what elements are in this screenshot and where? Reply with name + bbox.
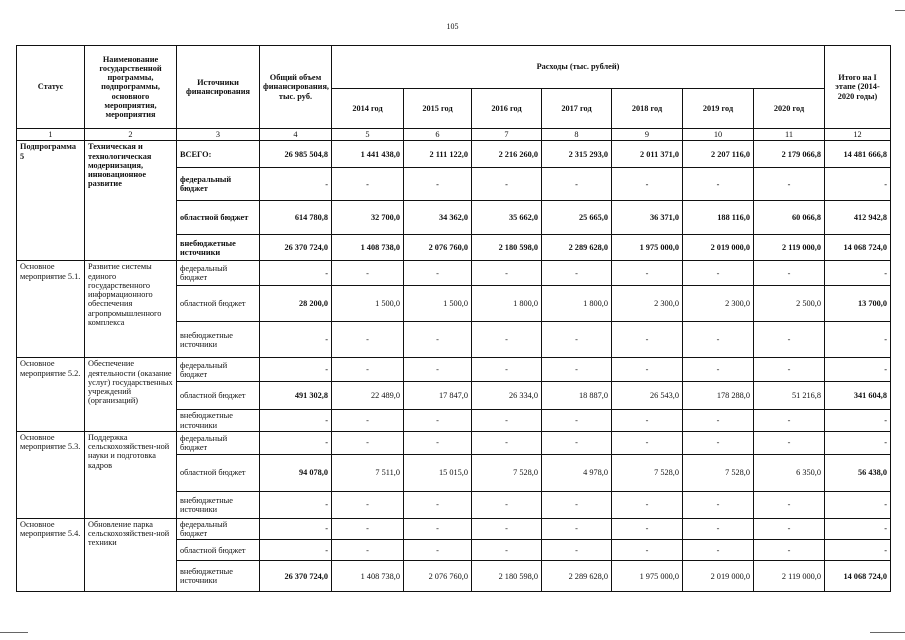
year-value-cell: 2 180 598,0 — [472, 561, 542, 592]
year-value-cell: 1 975 000,0 — [612, 235, 683, 261]
year-value-cell: 1 800,0 — [542, 286, 612, 322]
year-value-cell: 2 300,0 — [612, 286, 683, 322]
year-value-cell: - — [404, 540, 472, 561]
header-year: 2016 год — [472, 89, 542, 129]
year-value-cell: 32 700,0 — [332, 201, 404, 235]
financing-table — [16, 45, 891, 592]
total-cell: 94 078,0 — [260, 454, 332, 491]
year-value-cell: 26 334,0 — [472, 382, 542, 410]
year-value-cell: - — [612, 431, 683, 454]
itogo-cell: - — [825, 410, 891, 432]
year-value-cell: 2 076 760,0 — [404, 235, 472, 261]
year-value-cell: - — [332, 168, 404, 201]
year-value-cell: 2 019 000,0 — [683, 561, 754, 592]
source-cell: внебюджетные источники — [177, 235, 260, 261]
itogo-cell: - — [825, 261, 891, 286]
name-cell: Поддержка сельскохозяйствен-ной науки и подготовка кадров — [85, 431, 177, 518]
source-cell: внебюджетные источники — [177, 561, 260, 592]
itogo-cell: - — [825, 518, 891, 540]
year-value-cell: - — [472, 491, 542, 518]
year-value-cell: 1 441 438,0 — [332, 141, 404, 168]
name-cell: Обеспечение деятельности (оказание услуг) государственных учреждений (организаций) — [85, 358, 177, 432]
total-cell: - — [260, 491, 332, 518]
year-value-cell: - — [683, 410, 754, 432]
year-value-cell: - — [683, 518, 754, 540]
year-value-cell: - — [332, 540, 404, 561]
year-value-cell: - — [404, 261, 472, 286]
year-value-cell: 2 289 628,0 — [542, 561, 612, 592]
year-value-cell: - — [754, 322, 825, 358]
name-cell: Техническая и технологическая модернизация, инновационное развитие — [85, 141, 177, 261]
year-value-cell: - — [683, 168, 754, 201]
source-cell: федеральный бюджет — [177, 261, 260, 286]
year-value-cell: 6 350,0 — [754, 454, 825, 491]
column-number: 4 — [260, 129, 332, 141]
year-value-cell: 2 180 598,0 — [472, 235, 542, 261]
source-cell: федеральный бюджет — [177, 518, 260, 540]
year-value-cell: - — [542, 168, 612, 201]
year-value-cell: - — [542, 431, 612, 454]
total-cell: - — [260, 261, 332, 286]
source-cell: областной бюджет — [177, 201, 260, 235]
source-cell: федеральный бюджет — [177, 431, 260, 454]
year-value-cell: 36 371,0 — [612, 201, 683, 235]
year-value-cell: - — [542, 410, 612, 432]
scan-mark — [0, 632, 28, 633]
header-year: 2019 год — [683, 89, 754, 129]
year-value-cell: - — [754, 431, 825, 454]
year-value-cell: 2 011 371,0 — [612, 141, 683, 168]
table-row — [17, 261, 891, 286]
year-value-cell: - — [542, 540, 612, 561]
total-cell: 491 302,8 — [260, 382, 332, 410]
year-value-cell: 188 116,0 — [683, 201, 754, 235]
year-value-cell: - — [612, 540, 683, 561]
year-value-cell: 2 019 000,0 — [683, 235, 754, 261]
column-number: 1 — [17, 129, 85, 141]
year-value-cell: 7 511,0 — [332, 454, 404, 491]
year-value-cell: - — [683, 431, 754, 454]
scan-mark — [870, 632, 905, 633]
year-value-cell: - — [332, 431, 404, 454]
total-cell: - — [260, 431, 332, 454]
total-cell: 614 780,8 — [260, 201, 332, 235]
year-value-cell: - — [332, 322, 404, 358]
table-row — [17, 141, 891, 168]
year-value-cell: 2 289 628,0 — [542, 235, 612, 261]
source-cell: федеральный бюджет — [177, 358, 260, 382]
header-year: 2017 год — [542, 89, 612, 129]
itogo-cell: - — [825, 491, 891, 518]
status-cell: Основное мероприятие 5.1. — [17, 261, 85, 358]
year-value-cell: - — [754, 491, 825, 518]
year-value-cell: 4 978,0 — [542, 454, 612, 491]
column-number: 10 — [683, 129, 754, 141]
itogo-cell: - — [825, 540, 891, 561]
year-value-cell: - — [612, 491, 683, 518]
year-value-cell: 2 179 066,8 — [754, 141, 825, 168]
itogo-cell: 56 438,0 — [825, 454, 891, 491]
total-cell: 26 985 504,8 — [260, 141, 332, 168]
page-number: 105 — [446, 22, 459, 31]
year-value-cell: - — [754, 518, 825, 540]
year-value-cell: - — [683, 540, 754, 561]
itogo-cell: - — [825, 358, 891, 382]
header-year: 2018 год — [612, 89, 683, 129]
year-value-cell: - — [472, 431, 542, 454]
year-value-cell: 25 665,0 — [542, 201, 612, 235]
column-number: 6 — [404, 129, 472, 141]
column-number: 7 — [472, 129, 542, 141]
year-value-cell: 1 500,0 — [404, 286, 472, 322]
year-value-cell: 7 528,0 — [612, 454, 683, 491]
year-value-cell: - — [612, 261, 683, 286]
header-total: Общий объем финансирования, тыс. руб. — [260, 46, 332, 129]
year-value-cell: - — [754, 358, 825, 382]
column-number: 3 — [177, 129, 260, 141]
table-row — [17, 431, 891, 454]
year-value-cell: 2 315 293,0 — [542, 141, 612, 168]
year-value-cell: - — [472, 358, 542, 382]
itogo-cell: 13 700,0 — [825, 286, 891, 322]
year-value-cell: - — [683, 491, 754, 518]
year-value-cell: 1 975 000,0 — [612, 561, 683, 592]
year-value-cell: - — [404, 491, 472, 518]
year-value-cell: - — [612, 518, 683, 540]
table-row — [17, 358, 891, 382]
year-value-cell: - — [612, 410, 683, 432]
year-value-cell: - — [754, 540, 825, 561]
year-value-cell: 18 887,0 — [542, 382, 612, 410]
year-value-cell: 2 119 000,0 — [754, 561, 825, 592]
column-number: 8 — [542, 129, 612, 141]
table-row — [17, 518, 891, 540]
year-value-cell: - — [332, 518, 404, 540]
year-value-cell: 2 300,0 — [683, 286, 754, 322]
source-cell: внебюджетные источники — [177, 491, 260, 518]
total-cell: 26 370 724,0 — [260, 561, 332, 592]
year-value-cell: - — [404, 518, 472, 540]
itogo-cell: 14 068 724,0 — [825, 235, 891, 261]
year-value-cell: - — [472, 410, 542, 432]
source-cell: областной бюджет — [177, 454, 260, 491]
itogo-cell: 341 604,8 — [825, 382, 891, 410]
year-value-cell: 17 847,0 — [404, 382, 472, 410]
itogo-cell: - — [825, 168, 891, 201]
year-value-cell: - — [542, 518, 612, 540]
year-value-cell: - — [612, 358, 683, 382]
year-value-cell: - — [472, 518, 542, 540]
year-value-cell: - — [612, 168, 683, 201]
year-value-cell: 2 500,0 — [754, 286, 825, 322]
header-expenses: Расходы (тыс. рублей) — [332, 46, 825, 89]
column-number: 12 — [825, 129, 891, 141]
scan-mark — [895, 10, 905, 11]
year-value-cell: 7 528,0 — [472, 454, 542, 491]
column-number: 2 — [85, 129, 177, 141]
table-body — [17, 141, 891, 592]
year-value-cell: 34 362,0 — [404, 201, 472, 235]
header-year: 2020 год — [754, 89, 825, 129]
year-value-cell: 35 662,0 — [472, 201, 542, 235]
year-value-cell: 60 066,8 — [754, 201, 825, 235]
year-value-cell: - — [683, 322, 754, 358]
header-year: 2014 год — [332, 89, 404, 129]
year-value-cell: 2 216 260,0 — [472, 141, 542, 168]
source-cell: областной бюджет — [177, 286, 260, 322]
year-value-cell: 7 528,0 — [683, 454, 754, 491]
itogo-cell: - — [825, 431, 891, 454]
source-cell: федеральный бюджет — [177, 168, 260, 201]
year-value-cell: - — [754, 168, 825, 201]
year-value-cell: 2 111 122,0 — [404, 141, 472, 168]
year-value-cell: 2 207 116,0 — [683, 141, 754, 168]
total-cell: - — [260, 322, 332, 358]
year-value-cell: 1 800,0 — [472, 286, 542, 322]
status-cell: Основное мероприятие 5.3. — [17, 431, 85, 518]
itogo-cell: - — [825, 322, 891, 358]
total-cell: 26 370 724,0 — [260, 235, 332, 261]
year-value-cell: 1 500,0 — [332, 286, 404, 322]
year-value-cell: 1 408 738,0 — [332, 561, 404, 592]
column-number: 5 — [332, 129, 404, 141]
year-value-cell: - — [754, 410, 825, 432]
year-value-cell: - — [542, 261, 612, 286]
total-cell: - — [260, 358, 332, 382]
source-cell: внебюджетные источники — [177, 410, 260, 432]
year-value-cell: 178 288,0 — [683, 382, 754, 410]
total-cell: - — [260, 168, 332, 201]
source-cell: внебюджетные источники — [177, 322, 260, 358]
status-cell: Основное мероприятие 5.4. — [17, 518, 85, 592]
total-cell: - — [260, 518, 332, 540]
year-value-cell: - — [404, 168, 472, 201]
itogo-cell: 412 942,8 — [825, 201, 891, 235]
total-cell: - — [260, 410, 332, 432]
source-cell: областной бюджет — [177, 540, 260, 561]
source-cell: областной бюджет — [177, 382, 260, 410]
year-value-cell: 15 015,0 — [404, 454, 472, 491]
year-value-cell: 51 216,8 — [754, 382, 825, 410]
year-value-cell: - — [332, 358, 404, 382]
year-value-cell: - — [404, 410, 472, 432]
column-number: 9 — [612, 129, 683, 141]
header-year: 2015 год — [404, 89, 472, 129]
year-value-cell: 26 543,0 — [612, 382, 683, 410]
header-name: Наименование государственной программы, подпрограммы, основного мероприятия, мероприятия — [85, 46, 177, 129]
itogo-cell: 14 068 724,0 — [825, 561, 891, 592]
source-cell: ВСЕГО: — [177, 141, 260, 168]
name-cell: Обновление парка сельскохозяйствен-ной техники — [85, 518, 177, 592]
year-value-cell: - — [612, 322, 683, 358]
year-value-cell: - — [332, 491, 404, 518]
year-value-cell: - — [404, 358, 472, 382]
year-value-cell: - — [404, 431, 472, 454]
status-cell: Основное мероприятие 5.2. — [17, 358, 85, 432]
header-sources: Источники финансирования — [177, 46, 260, 129]
year-value-cell: 22 489,0 — [332, 382, 404, 410]
year-value-cell: - — [332, 261, 404, 286]
year-value-cell: - — [683, 261, 754, 286]
year-value-cell: - — [404, 322, 472, 358]
column-numbers-row — [17, 129, 891, 141]
year-value-cell: - — [542, 491, 612, 518]
year-value-cell: - — [754, 261, 825, 286]
itogo-cell: 14 481 666,8 — [825, 141, 891, 168]
year-value-cell: - — [472, 540, 542, 561]
year-value-cell: 2 119 000,0 — [754, 235, 825, 261]
year-value-cell: - — [542, 358, 612, 382]
header-status: Статус — [17, 46, 85, 129]
total-cell: 28 200,0 — [260, 286, 332, 322]
year-value-cell: - — [472, 261, 542, 286]
name-cell: Развитие системы единого государственного информационного обеспечения агропромышленного комплекса — [85, 261, 177, 358]
year-value-cell: - — [683, 358, 754, 382]
year-value-cell: - — [332, 410, 404, 432]
year-value-cell: - — [472, 322, 542, 358]
year-value-cell: 2 076 760,0 — [404, 561, 472, 592]
header-itogo: Итого на I этапе (2014-2020 годы) — [825, 46, 891, 129]
year-value-cell: 1 408 738,0 — [332, 235, 404, 261]
column-number: 11 — [754, 129, 825, 141]
year-value-cell: - — [542, 322, 612, 358]
status-cell: Подпрограмма 5 — [17, 141, 85, 261]
year-value-cell: - — [472, 168, 542, 201]
total-cell: - — [260, 540, 332, 561]
